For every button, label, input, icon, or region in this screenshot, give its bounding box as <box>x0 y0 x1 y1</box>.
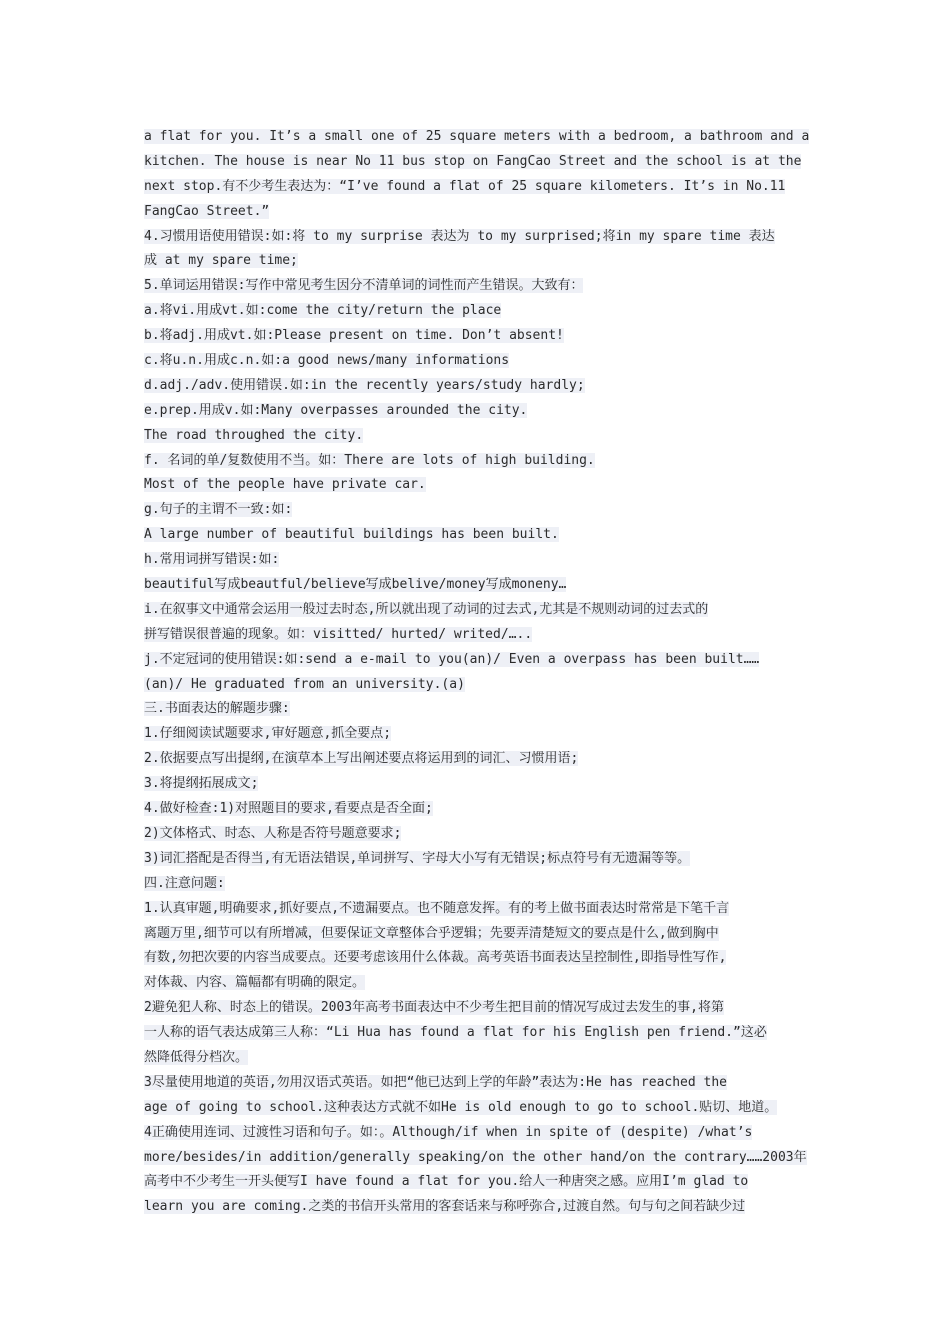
text-line <box>144 1096 814 1121</box>
text-line-content: 高考中不少考生一开头便写I have found a flat for you.给人一种唐突之感。应用I’m glad to <box>144 1174 749 1190</box>
text-line-content: 2)文体格式、时态、人称是否符号题意要求; <box>144 825 402 841</box>
text-line-content: b.将adj.用成vt.如:Please present on time. Don’t absent! <box>144 328 564 344</box>
text-line <box>144 473 814 498</box>
text-line <box>144 772 814 797</box>
text-line-content: 三.书面表达的解题步骤: <box>144 701 290 717</box>
text-line-content: a.将vi.用成vt.如:come the city/return the place <box>144 303 502 319</box>
text-line <box>144 349 814 374</box>
text-line <box>144 324 814 349</box>
text-line-content: A large number of beautiful buildings has been built. <box>144 527 559 543</box>
text-line <box>144 673 814 698</box>
text-line <box>144 399 814 424</box>
text-line-content: j.不定冠词的使用错误:如:send a e-mail to you(an)/ Even a overpass has been built…… <box>144 651 760 667</box>
text-line-content: 2.依据要点写出提纲,在演草本上写出阐述要点将运用到的词汇、习惯用语; <box>144 751 579 767</box>
text-line <box>144 747 814 772</box>
text-line <box>144 623 814 648</box>
text-line-content: 有数,勿把次要的内容当成要点。还要考虑该用什么体裁。高考英语书面表达呈控制性,即指导性写作, <box>144 950 727 966</box>
text-line-content: 4.做好检查:1)对照题目的要求,看要点是否全面; <box>144 801 433 817</box>
text-line-content: h.常用词拼写错误:如: <box>144 552 280 568</box>
text-line-content: d.adj./adv.使用错误.如:in the recently years/study hardly; <box>144 377 585 393</box>
text-line-content: 5.单词运用错误:写作中常见考生因分不清单词的词性而产生错误。大致有： <box>144 278 584 294</box>
text-line <box>144 1170 814 1195</box>
text-line-content: c.将u.n.用成c.n.如:a good news/many informations <box>144 353 510 369</box>
text-line <box>144 922 814 947</box>
text-line-content: (an)/ He graduated from an university.(a) <box>144 676 465 692</box>
text-line <box>144 946 814 971</box>
text-line <box>144 847 814 872</box>
text-line-content: 拼写错误很普遍的现象。如：visitted/ hurted/ writed/….. <box>144 626 533 642</box>
text-line <box>144 548 814 573</box>
text-line-content: g.句子的主谓不一致:如: <box>144 502 293 518</box>
text-line <box>144 897 814 922</box>
text-line-content: more/besides/in addition/generally speaking/on the other hand/on the contrary……2003年 <box>144 1149 807 1165</box>
text-line-content: 3.将提纲拓展成文; <box>144 776 259 792</box>
text-line <box>144 523 814 548</box>
text-line <box>144 299 814 324</box>
text-line-content: next stop.有不少考生表达为：“I’ve found a flat of 25 square kilometers. It’s in No.11 <box>144 178 786 194</box>
text-line-content: 2避免犯人称、时态上的错误。2003年高考书面表达中不少考生把目前的情况写成过去发生的事,将第 <box>144 1000 724 1016</box>
text-line-content: 离题万里,细节可以有所增减，但要保证文章整体合乎逻辑；先要弄清楚短文的要点是什么,做到胸中 <box>144 925 719 941</box>
text-line <box>144 1195 814 1220</box>
text-line <box>144 175 814 200</box>
text-line <box>144 424 814 449</box>
text-line-content: 成 at my spare time; <box>144 253 298 269</box>
text-line <box>144 573 814 598</box>
text-line <box>144 996 814 1021</box>
text-line-content: 1.认真审题,明确要求,抓好要点,不遗漏要点。也不随意发挥。有的考上做书面表达时常常是下笔千言 <box>144 900 730 916</box>
text-line-content: 3)词汇搭配是否得当,有无语法错误,单词拼写、字母大小写有无错误;标点符号有无遗漏等等。 <box>144 850 691 866</box>
text-line <box>144 374 814 399</box>
text-line <box>144 822 814 847</box>
text-line-content: i.在叙事文中通常会运用一般过去时态,所以就出现了动词的过去式,尤其是不规则动词的过去式的 <box>144 601 709 617</box>
text-line <box>144 125 814 150</box>
text-line <box>144 971 814 996</box>
text-line <box>144 1121 814 1146</box>
text-line <box>144 797 814 822</box>
text-line <box>144 722 814 747</box>
text-line <box>144 648 814 673</box>
text-line <box>144 1071 814 1096</box>
text-line-content: The road throughed the city. <box>144 427 364 443</box>
text-line <box>144 598 814 623</box>
text-line-content: e.prep.用成v.如:Many overpasses arounded the city. <box>144 402 528 418</box>
text-line <box>144 200 814 225</box>
text-line-content: 然降低得分档次。 <box>144 1049 249 1065</box>
text-line <box>144 1146 814 1171</box>
document-body <box>144 125 814 1220</box>
text-line-content: kitchen. The house is near No 11 bus stop on FangCao Street and the school is at the <box>144 153 802 169</box>
text-line-content: age of going to school.这种表达方式就不如He is old enough to go to school.贴切、地道。 <box>144 1099 778 1115</box>
text-line-content: learn you are coming.之类的书信开头常用的客套话来与称呼弥合,过渡自然。句与句之间若缺少过 <box>144 1199 746 1215</box>
text-line-content: FangCao Street.” <box>144 203 270 219</box>
text-line <box>144 1046 814 1071</box>
text-line <box>144 498 814 523</box>
text-line-content: 1.仔细阅读试题要求,审好题意,抓全要点; <box>144 726 392 742</box>
text-line-content: 4正确使用连词、过渡性习语和句子。如：。Although/if when in spite of (despite) /what’s <box>144 1124 753 1140</box>
text-line <box>144 697 814 722</box>
text-line-content: 对体裁、内容、篇幅都有明确的限定。 <box>144 975 366 991</box>
text-line <box>144 1021 814 1046</box>
text-line-content: beautiful写成beautful/believe写成belive/money写成moneny… <box>144 577 567 593</box>
text-line <box>144 249 814 274</box>
text-line-content: a flat for you. It’s a small one of 25 square meters with a bedroom, a bathroom and a <box>144 129 810 144</box>
text-line-content: 3尽量使用地道的英语,勿用汉语式英语。如把“他已达到上学的年龄”表达为:He has reached the <box>144 1074 728 1090</box>
text-line-content: 一人称的语气表达成第三人称：“Li Hua has found a flat for his English pen friend.”这必 <box>144 1025 767 1041</box>
text-line-content: 四.注意问题: <box>144 875 225 891</box>
text-line <box>144 225 814 250</box>
text-line <box>144 449 814 474</box>
text-line-content: Most of the people have private car. <box>144 477 426 493</box>
text-line <box>144 150 814 175</box>
text-line-content: f. 名词的单/复数使用不当。如：There are lots of high building. <box>144 452 595 468</box>
text-line <box>144 274 814 299</box>
text-line <box>144 872 814 897</box>
text-line-content: 4.习惯用语使用错误:如:将 to my surprise 表达为 to my surprised;将in my spare time 表达 <box>144 228 775 244</box>
